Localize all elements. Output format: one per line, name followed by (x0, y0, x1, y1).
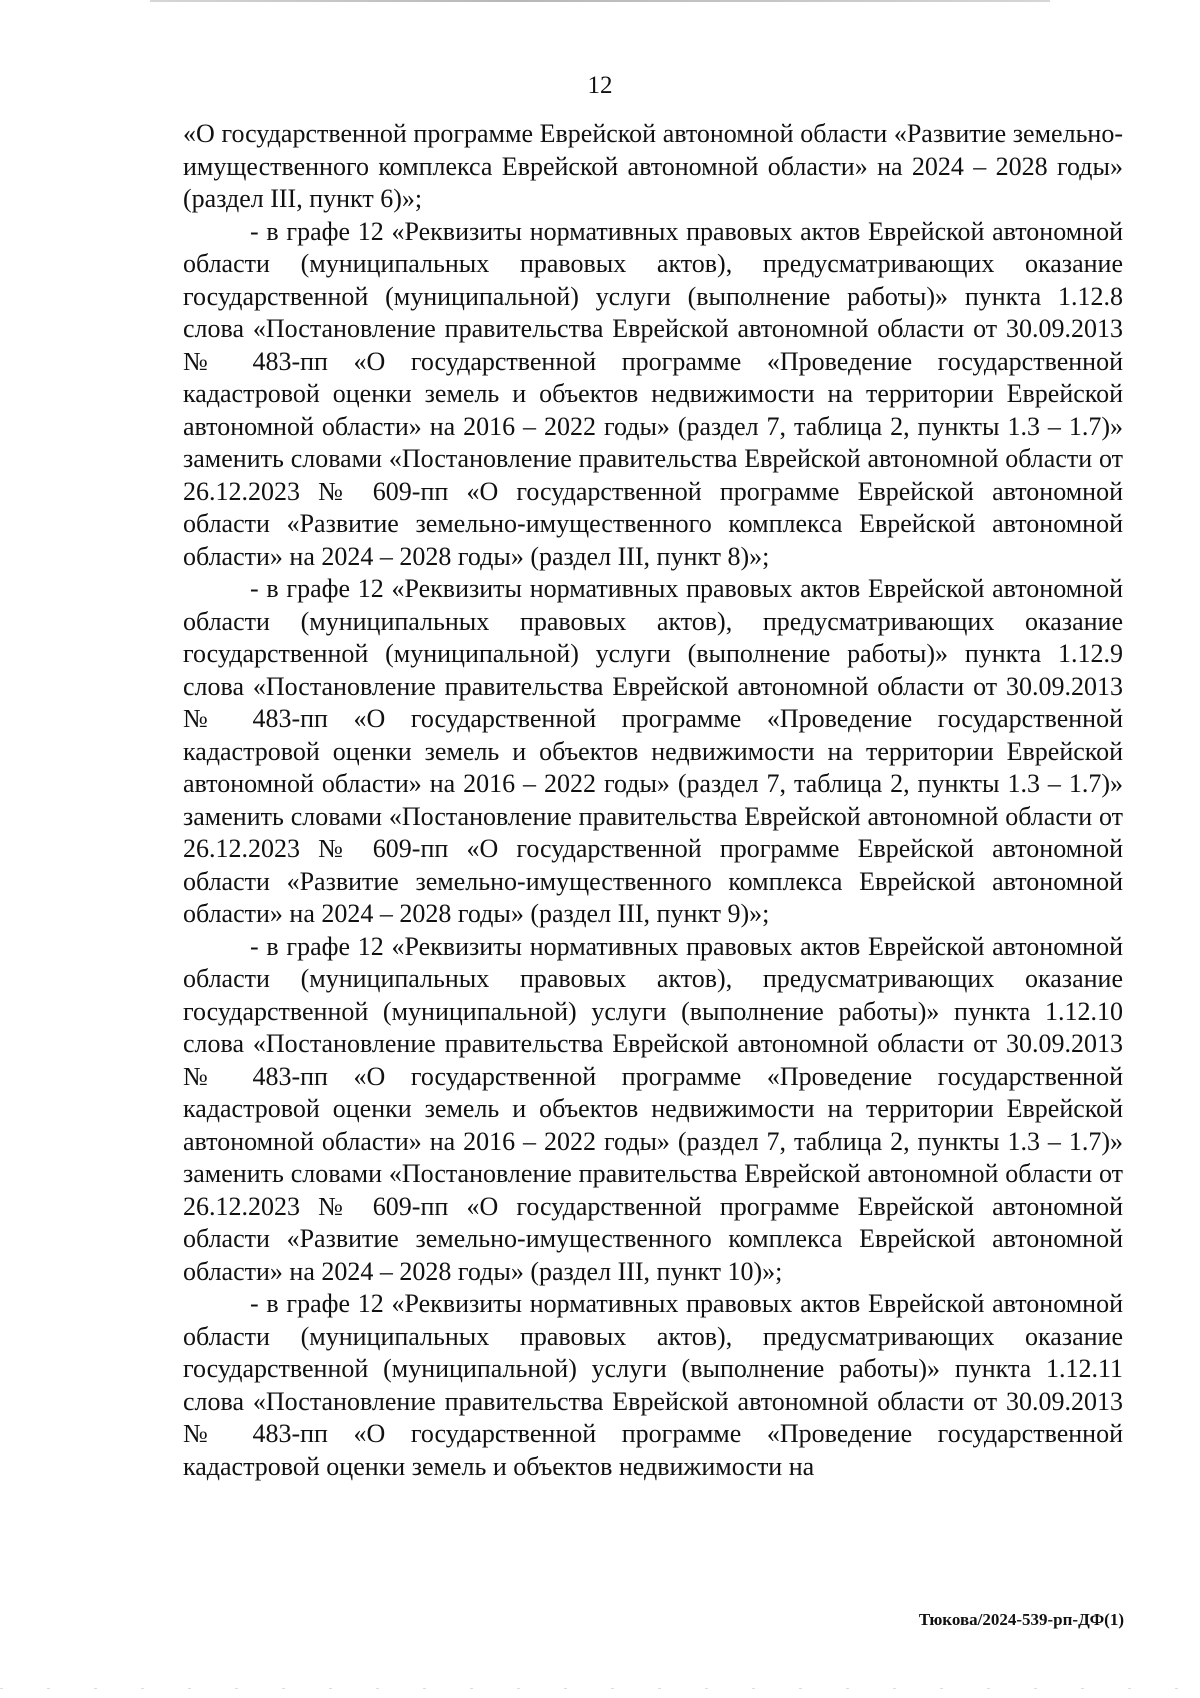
document-body (183, 118, 1123, 1483)
scan-edge-top (150, 0, 1050, 2)
page-number: 12 (587, 72, 613, 99)
paragraph-amendment-1-12-11: - в графе 12 «Реквизиты нормативных правовых актов Еврейской автономной области (муниципальных правовых актов), предусматривающих оказание государственной (муниципальной) услуги (выполнение работы)» пункта 1.12.11 слова «Постановление правительства Еврейской автономной области от 30.09.2013 № 483-пп «О государственной программе «Проведение государственной кадастровой оценки земель и объектов недвижимости на (183, 1289, 1123, 1481)
scan-edge-bottom (0, 1688, 1200, 1689)
paragraph-amendment-1-12-8: - в графе 12 «Реквизиты нормативных правовых актов Еврейской автономной области (муниципальных правовых актов), предусматривающих оказание государственной (муниципальной) услуги (выполнение работы)» пункта 1.12.8 слова «Постановление правительства Еврейской автономной области от 30.09.2013 № 483-пп «О государственной программе «Проведение государственной кадастровой оценки земель и объектов недвижимости на территории Еврейской автономной области» на 2016 – 2022 годы» (раздел 7, таблица 2, пункты 1.3 – 1.7)» заменить словами «Постановление правительства Еврейской автономной области от 26.12.2023 № 609-пп «О государственной программе Еврейской автономной области «Развитие земельно-имущественного комплекса Еврейской автономной области» на 2024 – 2028 годы» (раздел III, пункт 8)»; (183, 216, 1123, 571)
paragraph-amendment-1-12-10: - в графе 12 «Реквизиты нормативных правовых актов Еврейской автономной области (муниципальных правовых актов), предусматривающих оказание государственной (муниципальной) услуги (выполнение работы)» пункта 1.12.10 слова «Постановление правительства Еврейской автономной области от 30.09.2013 № 483-пп «О государственной программе «Проведение государственной кадастровой оценки земель и объектов недвижимости на территории Еврейской автономной области» на 2016 – 2022 годы» (раздел 7, таблица 2, пункты 1.3 – 1.7)» заменить словами «Постановление правительства Еврейской автономной области от 26.12.2023 № 609-пп «О государственной программе Еврейской автономной области «Развитие земельно-имущественного комплекса Еврейской автономной области» на 2024 – 2028 годы» (раздел III, пункт 10)»; (183, 931, 1123, 1286)
paragraph-continuation: «О государственной программе Еврейской автономной области «Развитие земельно-имущественного комплекса Еврейской автономной области» на 2024 – 2028 годы» (раздел III, пункт 6)»; (183, 119, 1123, 213)
document-footer-code: Тюкова/2024-539-рп-ДФ(1) (918, 1610, 1124, 1629)
paragraph-amendment-1-12-9: - в графе 12 «Реквизиты нормативных правовых актов Еврейской автономной области (муниципальных правовых актов), предусматривающих оказание государственной (муниципальной) услуги (выполнение работы)» пункта 1.12.9 слова «Постановление правительства Еврейской автономной области от 30.09.2013 № 483-пп «О государственной программе «Проведение государственной кадастровой оценки земель и объектов недвижимости на территории Еврейской автономной области» на 2016 – 2022 годы» (раздел 7, таблица 2, пункты 1.3 – 1.7)» заменить словами «Постановление правительства Еврейской автономной области от 26.12.2023 № 609-пп «О государственной программе Еврейской автономной области «Развитие земельно-имущественного комплекса Еврейской автономной области» на 2024 – 2028 годы» (раздел III, пункт 9)»; (183, 574, 1123, 928)
